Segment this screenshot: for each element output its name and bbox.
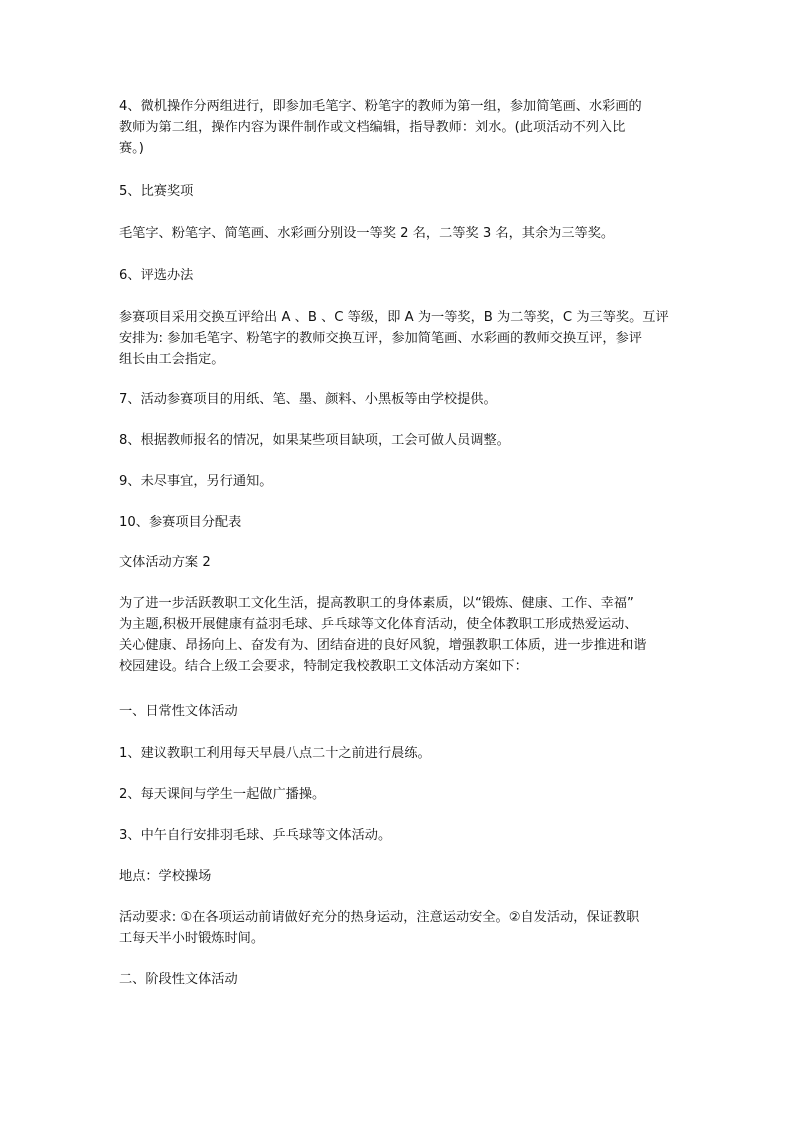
text-line: 4、微机操作分两组进行，即参加毛笔字、粉笔字的教师为第一组，参加简笔画、水彩画的 [119,99,642,114]
paragraph-daily-3 [119,825,391,846]
paragraph-location [119,866,211,887]
text-line: 7、活动参赛项目的用纸、笔、墨、颜料、小黑板等由学校提供。 [119,392,497,407]
section-title-plan-2 [119,552,211,573]
text-line: 2、每天课间与学生一起做广播操。 [119,787,326,802]
paragraph-requirements [119,907,639,949]
text-line: 8、根据教师报名的情况，如果某些项目缺项，工会可做人员调整。 [119,433,510,448]
paragraph-item-10-allocation [119,512,241,533]
paragraph-evaluation-detail [119,307,669,370]
text-line: 参赛项目采用交换互评给出 A 、B 、C 等级，即 A 为一等奖，B 为二等奖，C 为三等奖。互评 [119,310,669,325]
text-line: 为主题,积极开展健康有益羽毛球、乒乓球等文化体育活动，使全体教职工形成热爱运动、 [119,617,638,632]
text-line: 二、阶段性文体活动 [119,972,238,987]
paragraph-item-7-materials [119,389,497,410]
text-line: 10、参赛项目分配表 [119,515,242,530]
text-line: 9、未尽事宜，另行通知。 [119,474,273,489]
paragraph-daily-2 [119,784,325,805]
heading-daily-activities [119,701,238,722]
text-line: 教师为第二组，操作内容为课件制作或文档编辑，指导教师：刘水。(此项活动不列入比 [119,120,626,135]
paragraph-awards-detail [119,223,614,244]
text-line: 1、建议教职工利用每天早晨八点二十之前进行晨练。 [119,746,431,761]
text-line: 赛。) [119,141,144,156]
text-line: 校园建设。结合上级工会要求，特制定我校教职工文体活动方案如下： [119,659,528,674]
text-line: 安排为: 参加毛笔字、粉笔字的教师交换互评，参加简笔画、水彩画的教师交换互评，参评 [119,331,642,346]
text-line: 毛笔字、粉笔字、简笔画、水彩画分别设一等奖 2 名，二等奖 3 名，其余为三等奖。 [119,226,615,241]
text-line: 为了进一步活跃教职工文化生活，提高教职工的身体素质，以“锻炼、健康、工作、幸福” [119,596,634,611]
text-line: 活动要求: ①在各项运动前请做好充分的热身运动，注意运动安全。②自发活动，保证教职 [119,910,640,925]
text-line: 地点：学校操场 [119,869,212,884]
text-line: 一、日常性文体活动 [119,704,238,719]
text-line: 工每天半小时锻炼时间。 [119,931,265,946]
paragraph-daily-1 [119,743,431,764]
paragraph-item-4-computer-operation [119,96,642,159]
heading-item-6-evaluation [119,265,193,286]
text-line: 关心健康、昂扬向上、奋发有为、团结奋进的良好风貌，增强教职工体质，进一步推进和谐 [119,638,647,653]
heading-periodic-activities [119,969,238,990]
paragraph-item-9-notice [119,471,272,492]
paragraph-plan-2-intro [119,593,647,677]
text-line: 6、评选办法 [119,268,194,283]
text-line: 文体活动方案 2 [119,555,211,570]
heading-item-5-awards [119,181,193,202]
text-line: 组长由工会指定。 [119,352,225,367]
text-line: 3、中午自行安排羽毛球、乒乓球等文体活动。 [119,828,392,843]
paragraph-item-8-adjustment [119,430,510,451]
text-line: 5、比赛奖项 [119,184,194,199]
